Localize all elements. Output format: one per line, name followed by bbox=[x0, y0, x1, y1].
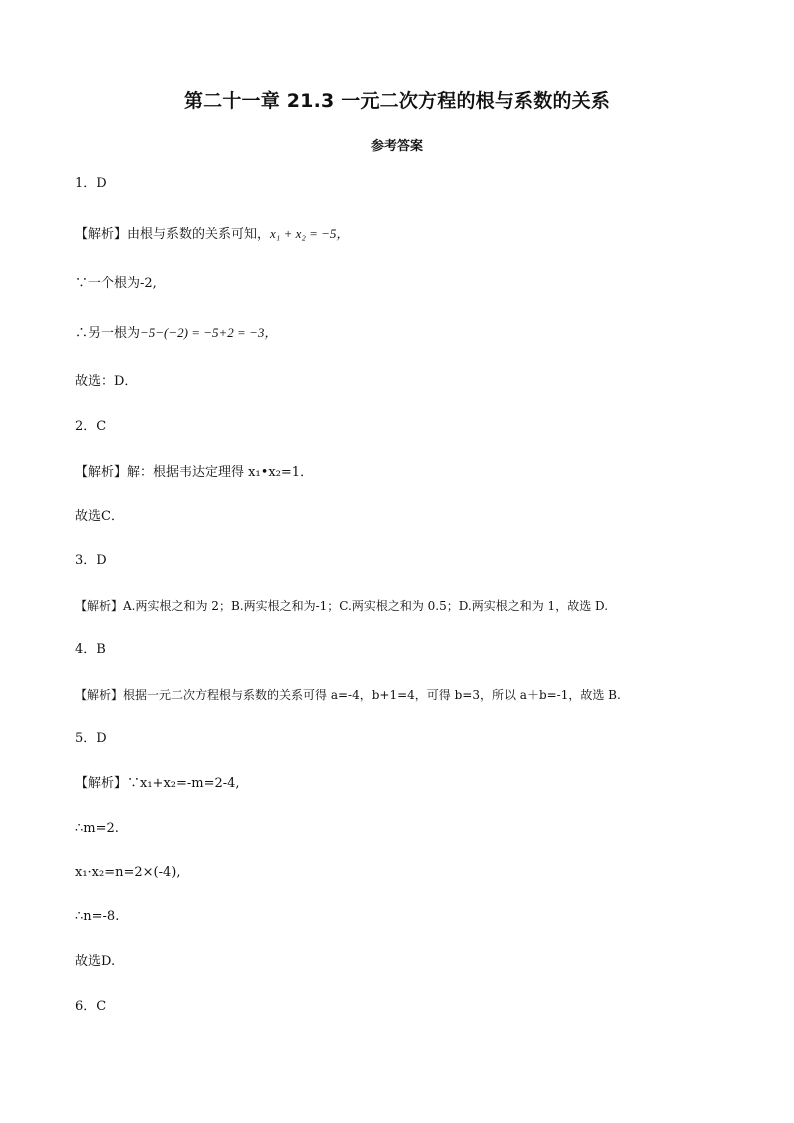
sum-formula: x₁ + x₂ = −5， bbox=[270, 226, 350, 241]
answer-2-analysis bbox=[75, 464, 313, 482]
answer-6-number: 6．C bbox=[75, 999, 107, 1014]
analysis-text: 解：根据韦达定理得 x₁•x₂=1． bbox=[127, 465, 314, 480]
answer-5-number: 5．D bbox=[75, 731, 107, 746]
answer-1-number: 1．D bbox=[75, 176, 107, 191]
answer-3-number: 3．D bbox=[75, 553, 107, 568]
analysis-tag: 【解析】 bbox=[75, 776, 128, 791]
answer-5-analysis bbox=[75, 775, 240, 793]
answer-4-analysis bbox=[75, 686, 621, 704]
analysis-tag: 【解析】 bbox=[75, 599, 124, 613]
answer-4-number: 4．B bbox=[75, 642, 106, 657]
answer-1-line-2: ∵一个根为-2, bbox=[75, 276, 157, 291]
answer-2-conclusion: 故选C． bbox=[75, 509, 124, 524]
root-formula: −5−(−2) = −5+2 = −3， bbox=[140, 325, 278, 340]
analysis-tag: 【解析】 bbox=[75, 227, 128, 242]
analysis-text: ∴另一根为 bbox=[75, 326, 141, 341]
analysis-text: 由根与系数的关系可知， bbox=[127, 227, 271, 242]
analysis-text: A.两实根之和为 2；B.两实根之和为-1；C.两实根之和为 0.5；D.两实根之和为 1，故选 D. bbox=[123, 599, 609, 613]
analysis-text: 根据一元二次方程根与系数的关系可得 a=-4，b+1=4，可得 b=3，所以 a＋b=-1，故选 B. bbox=[123, 688, 621, 702]
analysis-text: ∵x₁+x₂=-m=2-4, bbox=[127, 776, 240, 791]
answer-5-line-3: x₁·x₂=n=2×(-4), bbox=[75, 865, 181, 880]
answer-5-line-2: ∴m=2. bbox=[75, 821, 119, 836]
answer-1-conclusion: 故选：D． bbox=[75, 374, 138, 389]
answer-2-number: 2．C bbox=[75, 419, 107, 434]
answer-5-line-4: ∴n=-8. bbox=[75, 909, 120, 924]
page-subtitle: 参考答案 bbox=[370, 139, 423, 154]
analysis-tag: 【解析】 bbox=[75, 688, 124, 702]
answer-1-analysis bbox=[75, 225, 349, 244]
answer-3-analysis bbox=[75, 597, 608, 615]
page-title: 第二十一章 21.3 一元二次方程的根与系数的关系 bbox=[183, 90, 611, 112]
analysis-tag: 【解析】 bbox=[75, 465, 128, 480]
answer-1-line-3 bbox=[75, 324, 277, 343]
answer-5-conclusion: 故选D. bbox=[75, 954, 116, 969]
